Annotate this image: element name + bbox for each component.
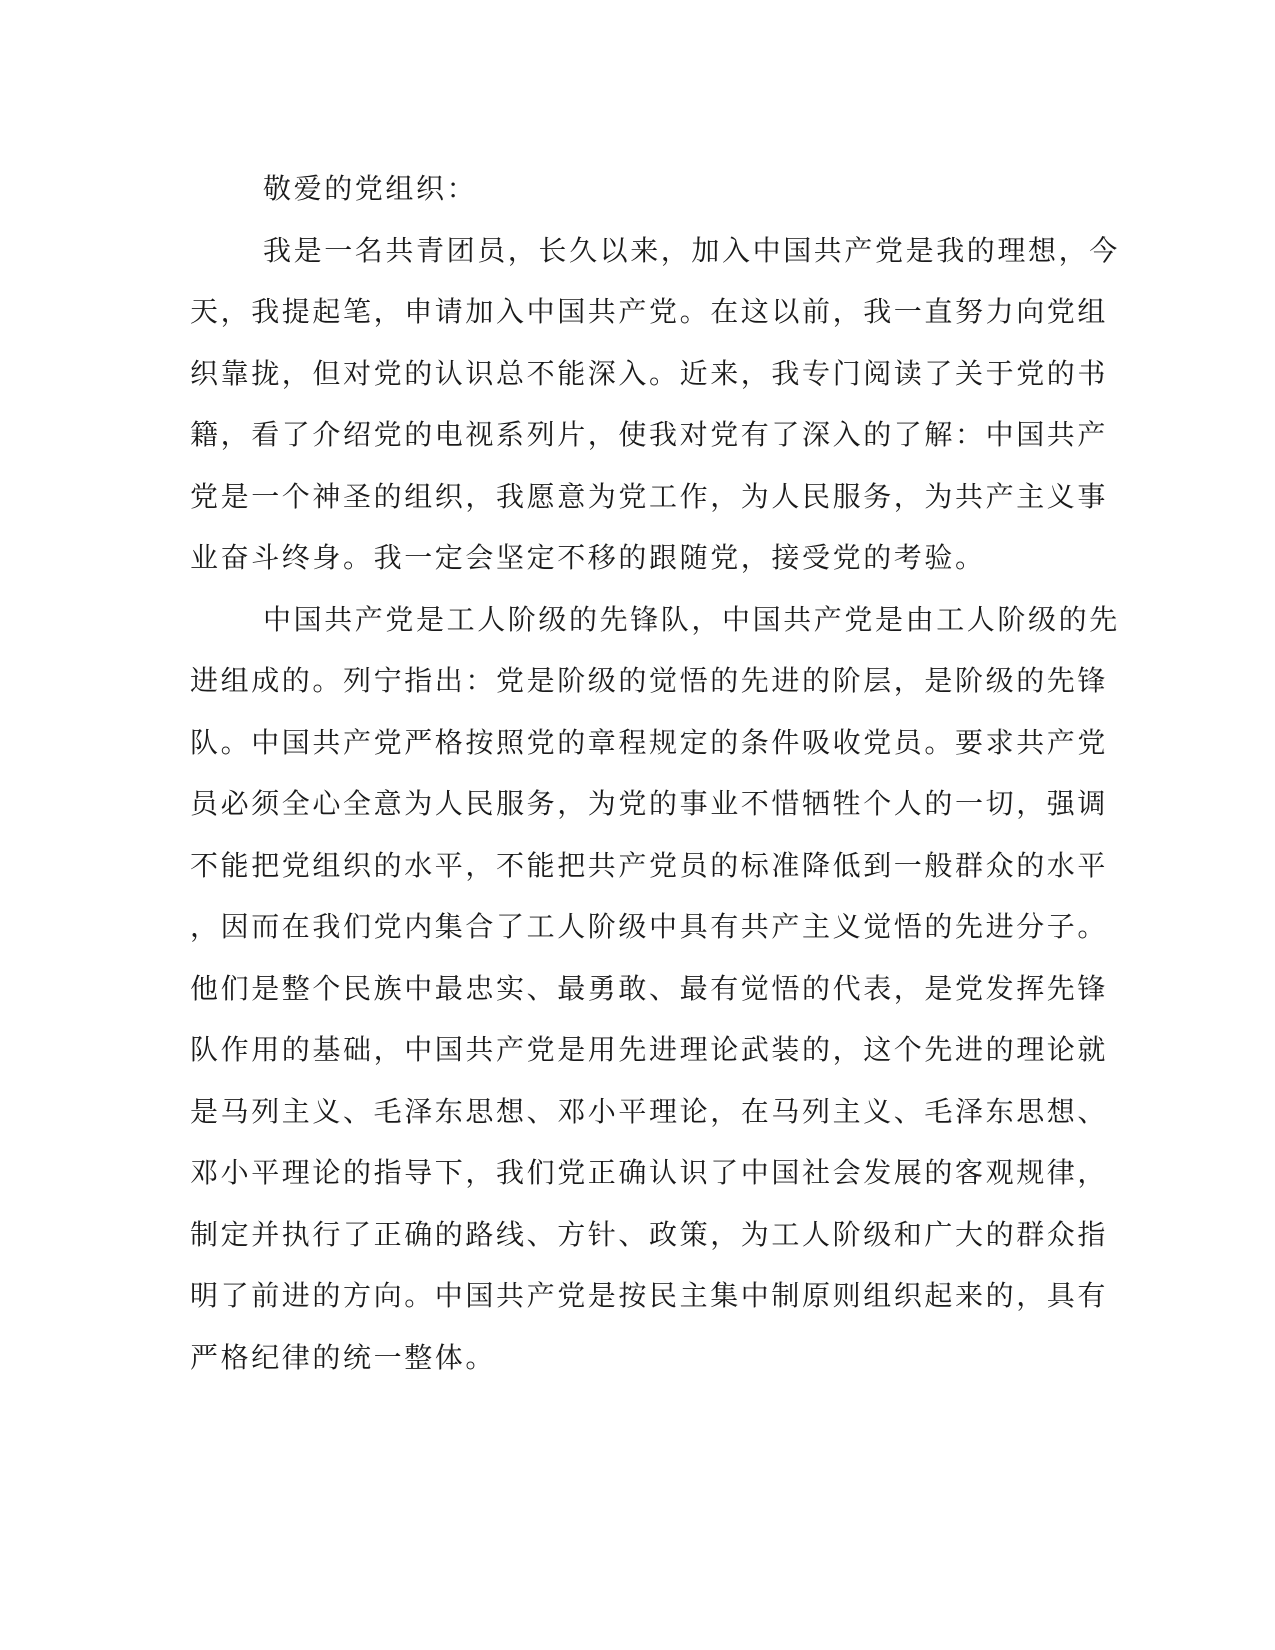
paragraph-line: 队作用的基础，中国共产党是用先进理论武装的，这个先进的理论就 [190,1033,1109,1066]
paragraph-line: 严格纪律的统一整体。 [190,1340,497,1374]
letter-body [190,158,1120,1388]
paragraph-line: 籍，看了介绍党的电视系列片，使我对党有了深入的了解：中国共产 [190,418,1109,451]
paragraph-line: 天，我提起笔，申请加入中国共产党。在这以前，我一直努力向党组 [190,295,1109,328]
paragraph-line: 制定并执行了正确的路线、方针、政策，为工人阶级和广大的群众指 [190,1217,1109,1251]
paragraph-line: 我是一名共青团员，长久以来，加入中国共产党是我的理想，今 [263,233,1120,267]
paragraph-line: 队。中国共产党严格按照党的章程规定的条件吸收党员。要求共产党 [190,725,1109,759]
paragraph-line: 是马列主义、毛泽东思想、邓小平理论，在马列主义、毛泽东思想、 [190,1094,1109,1128]
paragraph-line: 织靠拢，但对党的认识总不能深入。近来，我专门阅读了关于党的书 [190,356,1109,390]
paragraph-line: 党是一个神圣的组织，我愿意为党工作，为人民服务，为共产主义事 [190,479,1109,513]
paragraph-line: ，因而在我们党内集合了工人阶级中具有共产主义觉悟的先进分子。 [190,910,1109,943]
paragraph-line: 员必须全心全意为人民服务，为党的事业不惜牺牲个人的一切，强调 [190,787,1109,820]
paragraph-line: 中国共产党是工人阶级的先锋队，中国共产党是由工人阶级的先 [263,602,1120,636]
paragraph-2 [190,589,1120,1389]
paragraph-line: 邓小平理论的指导下，我们党正确认识了中国社会发展的客观规律， [190,1156,1109,1189]
paragraph-line: 进组成的。列宁指出：党是阶级的觉悟的先进的阶层，是阶级的先锋 [190,664,1109,697]
paragraph-line: 不能把党组织的水平，不能把共产党员的标准降低到一般群众的水平 [190,848,1109,882]
paragraph-line: 他们是整个民族中最忠实、最勇敢、最有觉悟的代表，是党发挥先锋 [190,971,1109,1005]
salutation: 敬爱的党组织： [263,172,478,205]
paragraph-line: 明了前进的方向。中国共产党是按民主集中制原则组织起来的，具有 [190,1279,1109,1312]
paragraph-line: 业奋斗终身。我一定会坚定不移的跟随党，接受党的考验。 [190,541,986,574]
paragraph-1 [190,220,1120,589]
